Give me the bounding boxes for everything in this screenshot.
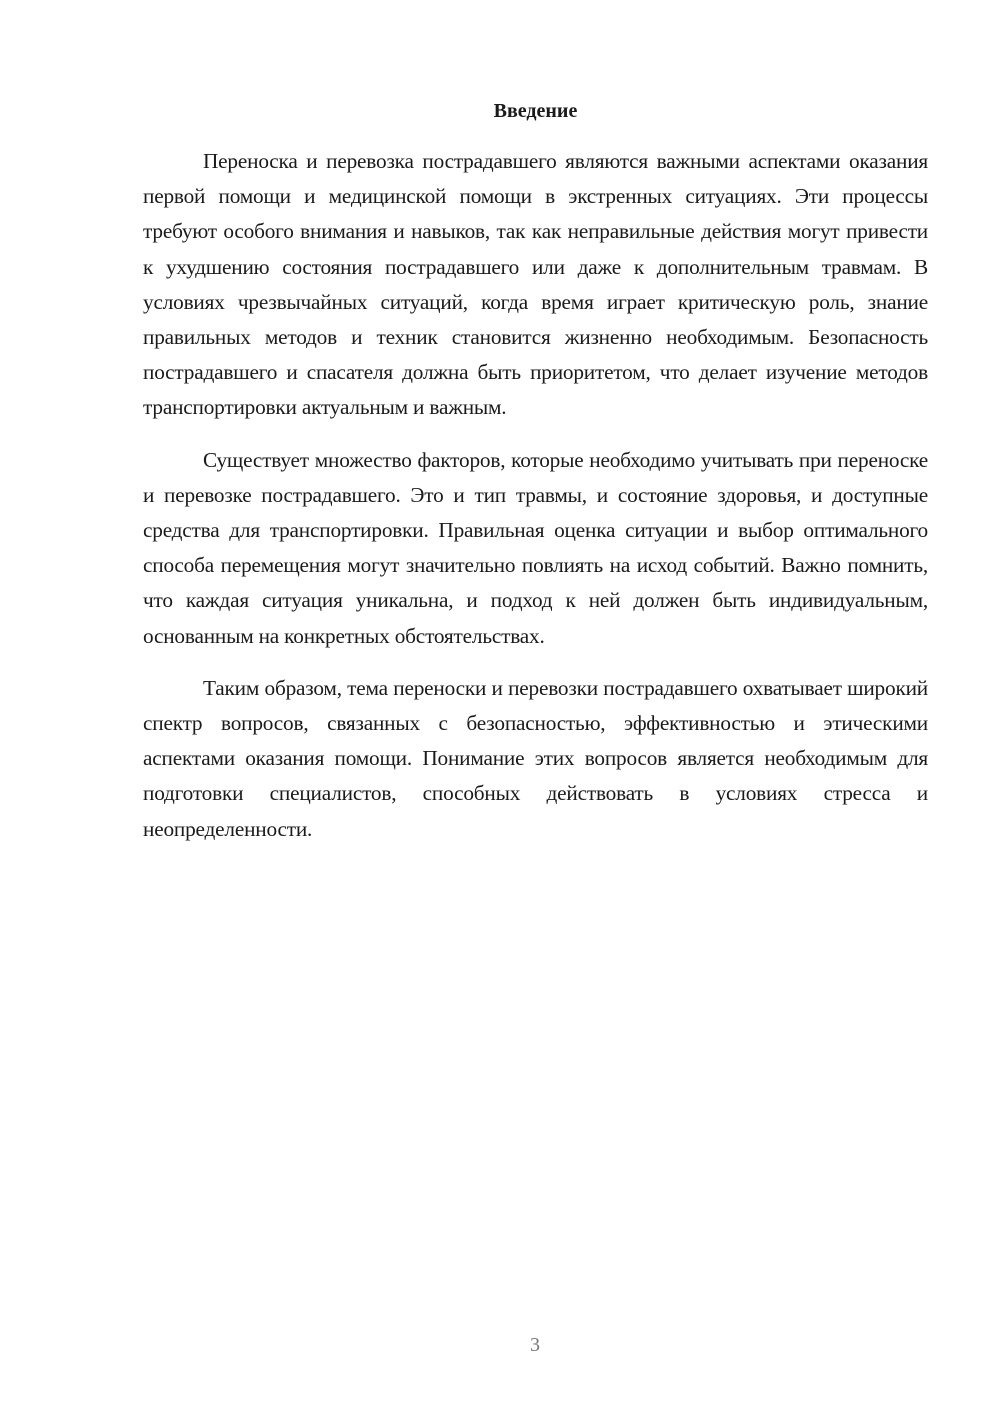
section-title: Введение: [493, 100, 578, 122]
document-page: [143, 96, 928, 864]
page-number: 3: [530, 1334, 540, 1356]
paragraph-conclusion: Таким образом, тема переноски и перевозки пострадавшего охватывает широкий спектр вопросов, связанных с безопасностью, эффективностью и этическими аспектами оказания помощи. Понимание этих вопросов является необходимым для подготовки специалистов, способных действовать в условиях стресса и неопределенности.: [143, 675, 928, 841]
paragraph-factors: Существует множество факторов, которые необходимо учитывать при переноске и перевозке пострадавшего. Это и тип травмы, и состояние здоровья, и доступные средства для транспортировки. Правильная оценка ситуации и выбор оптимального способа перемещения могут значительно повлиять на исход событий. Важно помнить, что каждая ситуация уникальна, и подход к ней должен быть индивидуальным, основанным на конкретных обстоятельствах.: [143, 447, 928, 648]
paragraph-intro: Переноска и перевозка пострадавшего являются важными аспектами оказания первой помощи и медицинской помощи в экстренных ситуациях. Эти процессы требуют особого внимания и навыков, так как неправильные действия могут привести к ухудшению состояния пострадавшего или даже к дополнительным травмам. В условиях чрезвычайных ситуаций, когда время играет критическую роль, знание правильных методов и техник становится жизненно необходимым. Безопасность пострадавшего и спасателя должна быть приоритетом, что делает изучение методов транспортировки актуальным и важным.: [143, 149, 928, 420]
